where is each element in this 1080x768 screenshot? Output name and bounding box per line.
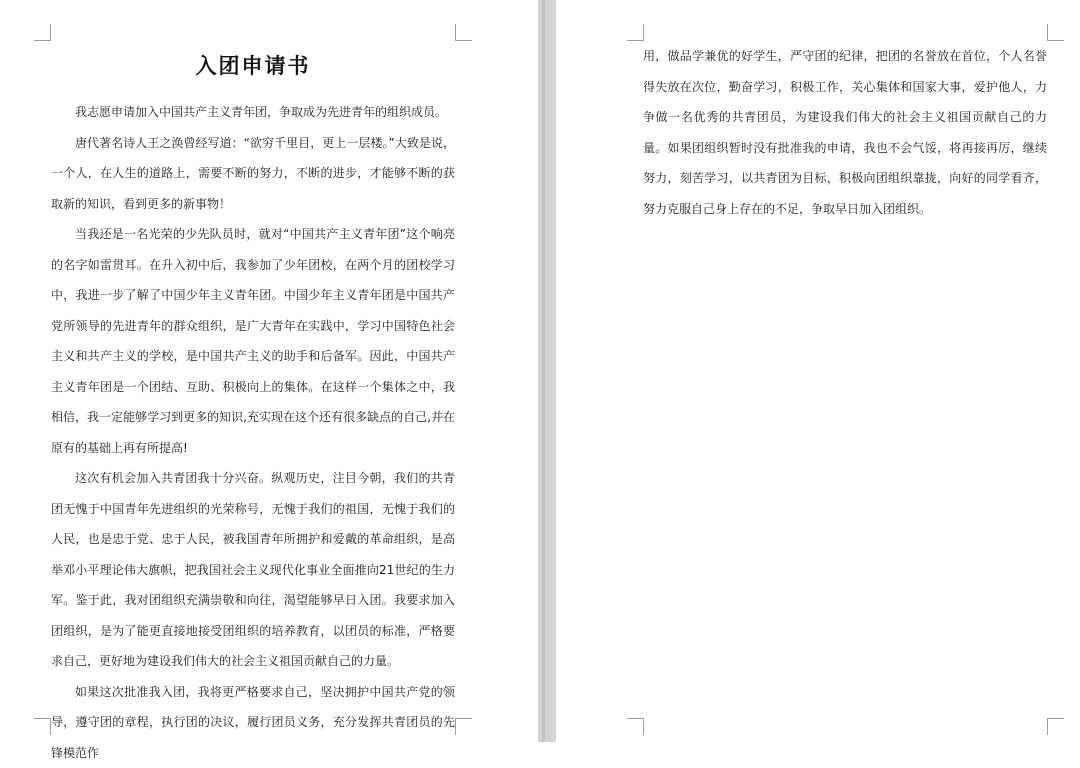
paragraph: 当我还是一名光荣的少先队员时，就对“中国共产主义青年团”这个响亮的名字如雷贯耳。在升入初中后，我参加了少年团校，在两个月的团校学习中，我进一步了解了中国少年主义青年团。中国少年主义青年团是中国共产党所领导的先进青年的群众组织，是广大青年在实践中，学习中国特色社会主义和共产主义的学校，是中国共产主义的助手和后备军。因此，中国共产主义青年团是一个团结、互助、积极向上的集体。在这样一个集体之中，我相信，我一定能够学习到更多的知识,充实现在这个还有很多缺点的自己,并在原有的基础上再有所提高! [51,219,455,463]
paragraph: 唐代著名诗人王之涣曾经写道：“欲穷千里目，更上一层楼。”大致是说，一个人，在人生的道路上，需要不断的努力，不断的进步，才能够不断的获取新的知识，看到更多的新事物！ [51,128,455,220]
page-1-body [51,97,455,768]
crop-mark-bottom-left [627,718,644,735]
crop-mark-top-right [1047,24,1064,41]
page-2 [556,0,1080,742]
crop-mark-bottom-left [34,718,51,735]
crop-mark-top-left [627,24,644,41]
page-2-body [643,41,1047,224]
crop-mark-bottom-right [455,718,472,735]
page-gutter [538,0,556,742]
page-1 [0,0,538,742]
crop-mark-top-right [455,24,472,41]
paragraph: 这次有机会加入共青团我十分兴奋。纵观历史，注目今朝，我们的共青团无愧于中国青年先进组织的光荣称号，无愧于我们的祖国，无愧于我们的人民，也是忠于党、忠于人民，被我国青年所拥护和爱戴的革命组织，是高举邓小平理论伟大旗帜，把我国社会主义现代化事业全面推向21世纪的生力军。鉴于此，我对团组织充满崇敬和向往，渴望能够早日入团。我要求加入团组织，是为了能更直接地接受团组织的培养教育，以团员的标准，严格要求自己，更好地为建设我们伟大的社会主义祖国贡献自己的力量。 [51,463,455,677]
document-title: 入团申请书 [0,50,506,80]
paragraph: 我志愿申请加入中国共产主义青年团，争取成为先进青年的组织成员。 [51,97,455,128]
paragraph-continued: 用，做品学兼优的好学生，严守团的纪律，把团的名誉放在首位，个人名誉得失放在次位，勤奋学习，积极工作，关心集体和国家大事，爱护他人，力争做一名优秀的共青团员，为建设我们伟大的社会主义祖国贡献自己的力量。如果团组织暂时没有批准我的申请，我也不会气馁，将再接再厉，继续努力，刻苦学习，以共青团为目标，积极向团组织靠拢，向好的同学看齐，努力克服自己身上存在的不足，争取早日加入团组织。 [643,41,1047,224]
crop-mark-bottom-right [1047,718,1064,735]
paragraph: 如果这次批准我入团，我将更严格要求自己，坚决拥护中国共产党的领导，遵守团的章程，执行团的决议，履行团员义务，充分发挥共青团员的先锋模范作 [51,677,455,768]
crop-mark-top-left [34,24,51,41]
page-edge-shadow [542,0,545,742]
